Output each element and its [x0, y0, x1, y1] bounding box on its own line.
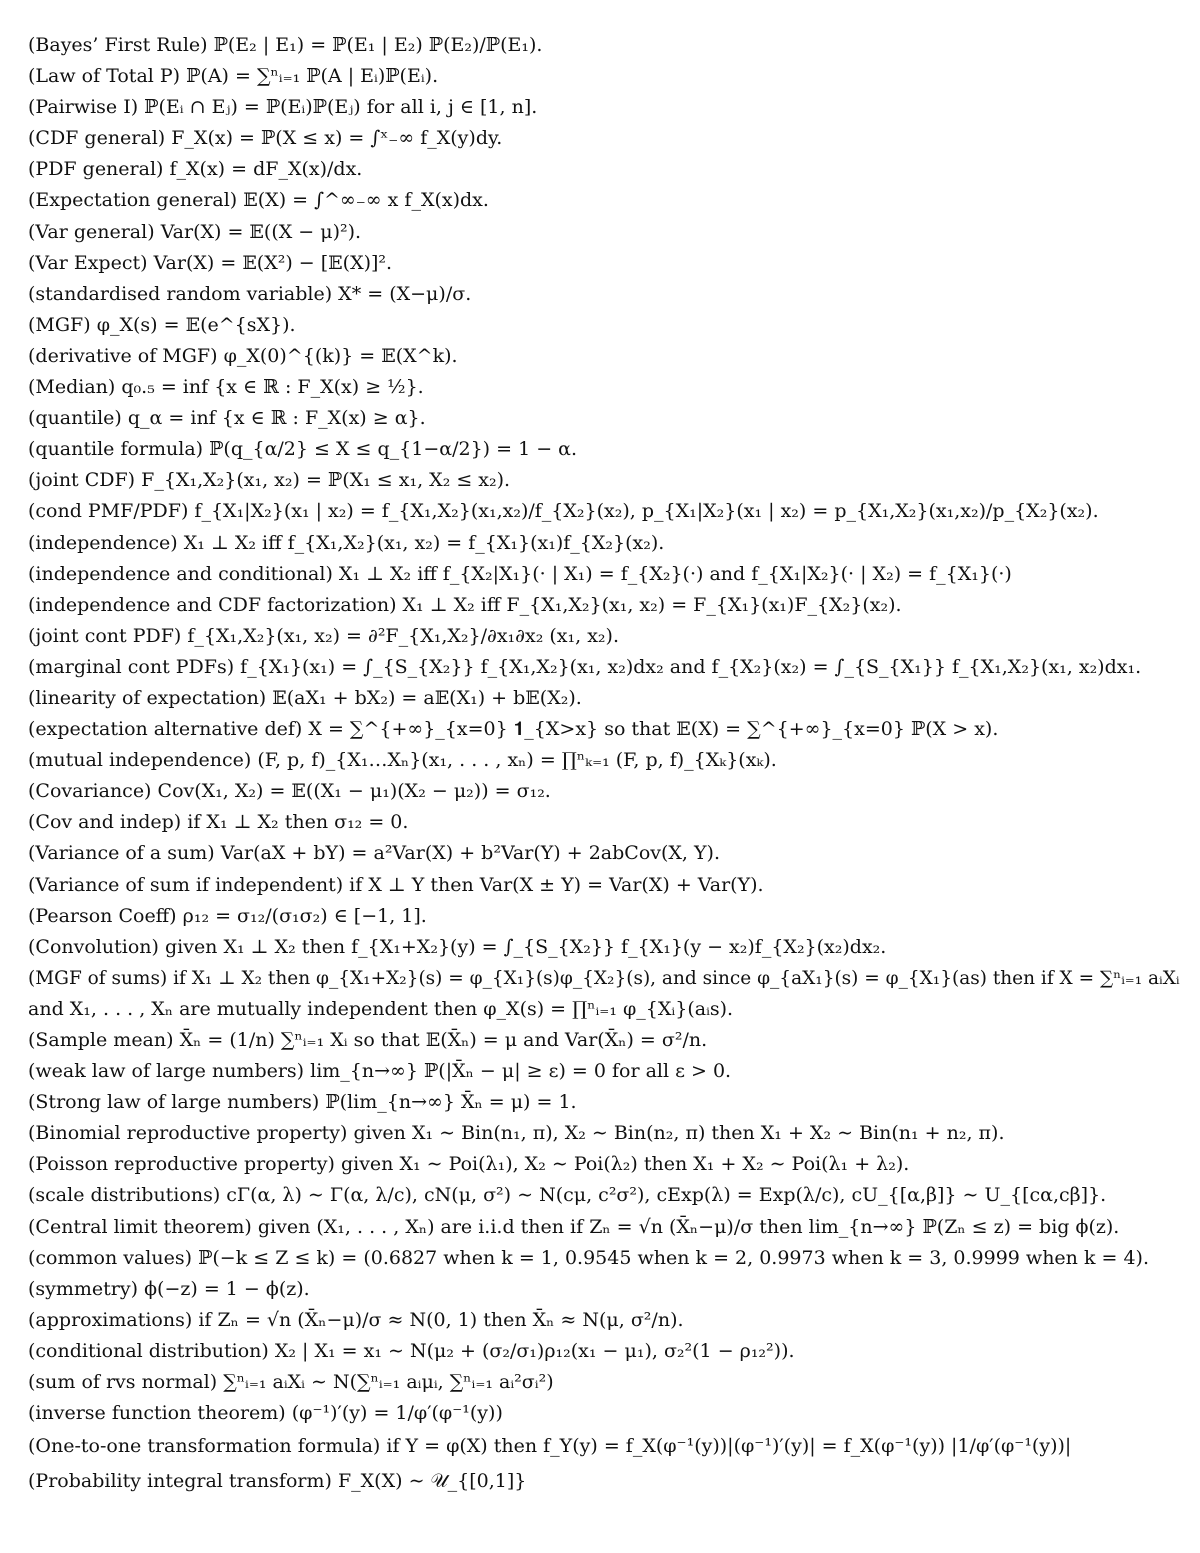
formula-line	[28, 217, 1194, 248]
formula-label: (joint cont PDF)	[28, 624, 182, 647]
formula-label: (independence and conditional)	[28, 562, 333, 585]
formula-body: φ_X(s) = 𝔼(e^{sX}).	[96, 313, 296, 336]
formula-label: (Median)	[28, 376, 116, 399]
formula-body: given X₁ ⊥ X₂ then f_{X₁+X₂}(y) = ∫_{S_{X₂}} f_{X₁}(y − x₂)f_{X₂}(x₂)dx₂.	[164, 935, 887, 958]
formula-label: (independence)	[28, 531, 178, 554]
formula-line	[28, 1398, 1194, 1429]
formula-label: (MGF)	[28, 313, 91, 336]
formula-body: given X₁ ∼ Poi(λ₁), X₂ ∼ Poi(λ₂) then X₁ + X₂ ∼ Poi(λ₁ + λ₂).	[340, 1153, 910, 1176]
formula-body: f_X(x) = dF_X(x)/dx.	[169, 158, 363, 181]
formula-line	[28, 248, 1194, 279]
formula-body: (F, p, f)_{X₁…Xₙ}(x₁, . . . , xₙ) = ∏ⁿₖ₌₁ (F, p, f)_{Xₖ}(xₖ).	[257, 749, 777, 772]
formula-body: F_X(x) = ℙ(X ≤ x) = ∫ˣ₋∞ f_X(y)dy.	[171, 127, 503, 150]
formula-body: X₂ | X₁ = x₁ ∼ N(μ₂ + (σ₂/σ₁)ρ₁₂(x₁ − μ₁), σ₂²(1 − ρ₁₂²)).	[274, 1339, 795, 1362]
formula-body: if X₁ ⊥ X₂ then φ_{X₁+X₂}(s) = φ_{X₁}(s)φ_{X₂}(s), and since φ_{aX₁}(s) = φ_{X₁}(as) then if X = ∑ⁿᵢ₌₁ aᵢXᵢ	[173, 967, 1180, 989]
formula-body: f_{X₁,X₂}(x₁, x₂) = ∂²F_{X₁,X₂}/∂x₁∂x₂ (x₁, x₂).	[187, 624, 619, 647]
formula-line	[28, 403, 1194, 434]
formula-line	[28, 590, 1194, 621]
formula-line	[28, 372, 1194, 403]
formula-label: (One-to-one transformation formula)	[28, 1435, 381, 1458]
formula-label: (sum of rvs normal)	[28, 1371, 218, 1394]
formula-label: (CDF general)	[28, 127, 166, 150]
formula-line	[28, 652, 1194, 683]
formula-label: (symmetry)	[28, 1277, 139, 1300]
formula-label: (Covariance)	[28, 780, 152, 803]
formula-line	[28, 1087, 1194, 1118]
formula-line	[28, 279, 1194, 310]
formula-label: (expectation alternative def)	[28, 718, 303, 741]
formula-body: ℙ(E₂ | E₁) = ℙ(E₁ | E₂) ℙ(E₂)/ℙ(E₁).	[213, 34, 543, 56]
formula-body: X̄ₙ = (1/n) ∑ⁿᵢ₌₁ Xᵢ so that 𝔼(X̄ₙ) = μ and Var(X̄ₙ) = σ²/n.	[179, 1029, 708, 1051]
formula-body: Var(X) = 𝔼((X − μ)²).	[160, 220, 362, 243]
formula-body: X* = (X−μ)/σ.	[338, 282, 472, 305]
formula-body: if Zₙ = √n (X̄ₙ−μ)/σ ≈ N(0, 1) then X̄ₙ ≈ N(μ, σ²/n).	[198, 1308, 684, 1331]
formula-body: ℙ(lim_{n→∞} X̄ₙ = μ) = 1.	[325, 1091, 577, 1114]
formula-label: (standardised random variable)	[28, 282, 333, 305]
formula-line	[28, 496, 1194, 527]
formula-line	[28, 434, 1194, 465]
formula-body: F_X(X) ∼ 𝒰_{[0,1]}	[337, 1470, 527, 1493]
formula-label: (Central limit theorem)	[28, 1215, 252, 1238]
formula-label: (Variance of a sum)	[28, 842, 215, 865]
formula-line	[28, 838, 1194, 869]
formula-label: (Pearson Coeff)	[28, 904, 177, 927]
formula-line	[28, 1429, 1194, 1464]
formula-body: Var(X) = 𝔼(X²) − [𝔼(X)]².	[153, 251, 393, 274]
formula-line	[28, 745, 1194, 776]
formula-line	[28, 1212, 1194, 1243]
formula-body: f_{X₁|X₂}(x₁ | x₂) = f_{X₁,X₂}(x₁,x₂)/f_{X₂}(x₂), p_{X₁|X₂}(x₁ | x₂) = p_{X₁,X₂}(x₁,x₂)/p_{X₂}(x₂).	[194, 500, 1099, 523]
formula-label: (weak law of large numbers)	[28, 1060, 305, 1083]
formula-label: (Law of Total P)	[28, 65, 181, 88]
formula-label: (scale distributions)	[28, 1184, 221, 1207]
formula-label: (Variance of sum if independent)	[28, 873, 344, 896]
formula-sheet	[28, 30, 1194, 1499]
formula-body: if X₁ ⊥ X₂ then σ₁₂ = 0.	[187, 811, 409, 834]
formula-body: if X ⊥ Y then Var(X ± Y) = Var(X) + Var(Y).	[349, 873, 764, 896]
formula-body: ℙ(−k ≤ Z ≤ k) = (0.6827 when k = 1, 0.9545 when k = 2, 0.9973 when k = 3, 0.9999 when k = 4).	[198, 1246, 1150, 1269]
formula-label: (approximations)	[28, 1308, 193, 1331]
formula-body: 𝔼(aX₁ + bX₂) = a𝔼(X₁) + b𝔼(X₂).	[272, 686, 582, 709]
formula-body: X₁ ⊥ X₂ iff f_{X₂|X₁}(· | X₁) = f_{X₂}(·) and f_{X₁|X₂}(· | X₂) = f_{X₁}(·)	[338, 562, 1012, 585]
formula-body: cΓ(α, λ) ∼ Γ(α, λ/c), cN(μ, σ²) ∼ N(cμ, c²σ²), cExp(λ) = Exp(λ/c), cU_{[α,β]} ∼ U_{[cα,cβ]}.	[226, 1184, 1107, 1207]
formula-line	[28, 1243, 1194, 1274]
formula-body: X₁ ⊥ X₂ iff f_{X₁,X₂}(x₁, x₂) = f_{X₁}(x₁)f_{X₂}(x₂).	[183, 531, 665, 554]
formula-line	[28, 154, 1194, 185]
formula-body: ρ₁₂ = σ₁₂/(σ₁σ₂) ∈ [−1, 1].	[182, 904, 427, 927]
formula-line	[28, 1305, 1194, 1336]
formula-line	[28, 1180, 1194, 1211]
formula-label: (Bayes’ First Rule)	[28, 34, 208, 56]
formula-label: (cond PMF/PDF)	[28, 500, 189, 523]
formula-label: (common values)	[28, 1246, 193, 1269]
formula-body: lim_{n→∞} ℙ(|X̄ₙ − μ| ≥ ε) = 0 for all ε > 0.	[310, 1060, 732, 1083]
formula-line	[28, 714, 1194, 745]
formula-line	[28, 123, 1194, 154]
formula-line	[28, 310, 1194, 341]
formula-line	[28, 621, 1194, 652]
formula-label: (quantile formula)	[28, 438, 204, 461]
formula-line	[28, 30, 1194, 61]
formula-body: Cov(X₁, X₂) = 𝔼((X₁ − μ₁)(X₂ − μ₂)) = σ₁₂.	[157, 780, 551, 803]
formula-line	[28, 1118, 1194, 1149]
formula-label: (Probability integral transform)	[28, 1470, 332, 1493]
formula-body: X₁ ⊥ X₂ iff F_{X₁,X₂}(x₁, x₂) = F_{X₁}(x₁)F_{X₂}(x₂).	[402, 593, 902, 616]
formula-line	[28, 1149, 1194, 1180]
formula-label: (Var general)	[28, 220, 155, 243]
formula-label: (Binomial reproductive property)	[28, 1122, 348, 1145]
formula-label: (inverse function theorem)	[28, 1402, 286, 1425]
formula-label: (linearity of expectation)	[28, 686, 267, 709]
formula-line	[28, 465, 1194, 496]
formula-label: (MGF of sums)	[28, 967, 168, 989]
formula-line	[28, 559, 1194, 590]
formula-line	[28, 1056, 1194, 1087]
formula-body: (φ⁻¹)′(y) = 1/φ′(φ⁻¹(y))	[291, 1402, 503, 1425]
formula-line	[28, 932, 1194, 963]
formula-line	[28, 1464, 1194, 1499]
formula-label: (derivative of MGF)	[28, 344, 218, 367]
formula-body: Var(aX + bY) = a²Var(X) + b²Var(Y) + 2abCov(X, Y).	[220, 842, 721, 865]
formula-body: given (X₁, . . . , Xₙ) are i.i.d then if Zₙ = √n (X̄ₙ−μ)/σ then lim_{n→∞} ℙ(Zₙ ≤ z) = big ϕ(z).	[257, 1215, 1120, 1238]
formula-label: (Poisson reproductive property)	[28, 1153, 335, 1176]
formula-label: (PDF general)	[28, 158, 164, 181]
formula-line	[28, 683, 1194, 714]
formula-label: (marginal cont PDFs)	[28, 655, 235, 678]
formula-line	[28, 185, 1194, 216]
formula-line	[28, 1025, 1194, 1056]
formula-label: (Pairwise I)	[28, 96, 139, 119]
formula-body: ϕ(−z) = 1 − ϕ(z).	[144, 1277, 310, 1300]
formula-body: X = ∑^{+∞}_{x=0} 𝟏_{X>x} so that 𝔼(X) = ∑^{+∞}_{x=0} ℙ(X > x).	[308, 718, 999, 741]
formula-body: ℙ(q_{α/2} ≤ X ≤ q_{1−α/2}) = 1 − α.	[209, 438, 578, 461]
formula-line	[28, 870, 1194, 901]
formula-body: f_{X₁}(x₁) = ∫_{S_{X₂}} f_{X₁,X₂}(x₁, x₂)dx₂ and f_{X₂}(x₂) = ∫_{S_{X₁}} f_{X₁,X₂}(x₁, x₂)dx₁.	[240, 655, 1142, 678]
formula-line	[28, 807, 1194, 838]
formula-label: (conditional distribution)	[28, 1339, 269, 1362]
formula-body: if Y = φ(X) then f_Y(y) = f_X(φ⁻¹(y))|(φ⁻¹)′(y)| = f_X(φ⁻¹(y)) |1/φ′(φ⁻¹(y))|	[386, 1435, 1072, 1458]
formula-body: 𝔼(X) = ∫^∞₋∞ x f_X(x)dx.	[243, 189, 489, 212]
formula-body: φ_X(0)^{(k)} = 𝔼(X^k).	[223, 344, 458, 367]
formula-label: (Convolution)	[28, 935, 159, 958]
formula-line	[28, 1336, 1194, 1367]
formula-line	[28, 341, 1194, 372]
formula-label: (independence and CDF factorization)	[28, 593, 397, 616]
formula-line	[28, 901, 1194, 932]
formula-label: (Cov and indep)	[28, 811, 182, 834]
formula-label: (mutual independence)	[28, 749, 252, 772]
formula-line	[28, 61, 1194, 92]
formula-line	[28, 1367, 1194, 1398]
formula-body: q₀.₅ = inf {x ∈ ℝ : F_X(x) ≥ ½}.	[121, 376, 424, 399]
formula-label: (Var Expect)	[28, 251, 148, 274]
formula-label: (joint CDF)	[28, 469, 136, 492]
formula-line	[28, 92, 1194, 123]
formula-body: given X₁ ∼ Bin(n₁, π), X₂ ∼ Bin(n₂, π) then X₁ + X₂ ∼ Bin(n₁ + n₂, π).	[353, 1122, 1005, 1145]
formula-line	[28, 776, 1194, 807]
formula-body: F_{X₁,X₂}(x₁, x₂) = ℙ(X₁ ≤ x₁, X₂ ≤ x₂).	[141, 469, 511, 492]
formula-line	[28, 528, 1194, 559]
formula-line	[28, 994, 1194, 1025]
formula-body: and X₁, . . . , Xₙ are mutually independent then φ_X(s) = ∏ⁿᵢ₌₁ φ_{Xᵢ}(aᵢs).	[28, 997, 734, 1020]
formula-body: ℙ(Eᵢ ∩ Eⱼ) = ℙ(Eᵢ)ℙ(Eⱼ) for all i, j ∈ [1, n].	[144, 96, 538, 119]
formula-label: (Expectation general)	[28, 189, 238, 212]
formula-line	[28, 1274, 1194, 1305]
formula-label: (Sample mean)	[28, 1029, 174, 1051]
formula-line	[28, 963, 1194, 994]
formula-body: ∑ⁿᵢ₌₁ aᵢXᵢ ∼ N(∑ⁿᵢ₌₁ aᵢμᵢ, ∑ⁿᵢ₌₁ aᵢ²σᵢ²)	[223, 1371, 554, 1394]
formula-label: (quantile)	[28, 407, 122, 430]
formula-body: ℙ(A) = ∑ⁿᵢ₌₁ ℙ(A | Eᵢ)ℙ(Eᵢ).	[186, 65, 439, 88]
formula-label: (Strong law of large numbers)	[28, 1091, 320, 1114]
formula-body: q_α = inf {x ∈ ℝ : F_X(x) ≥ α}.	[127, 407, 426, 430]
